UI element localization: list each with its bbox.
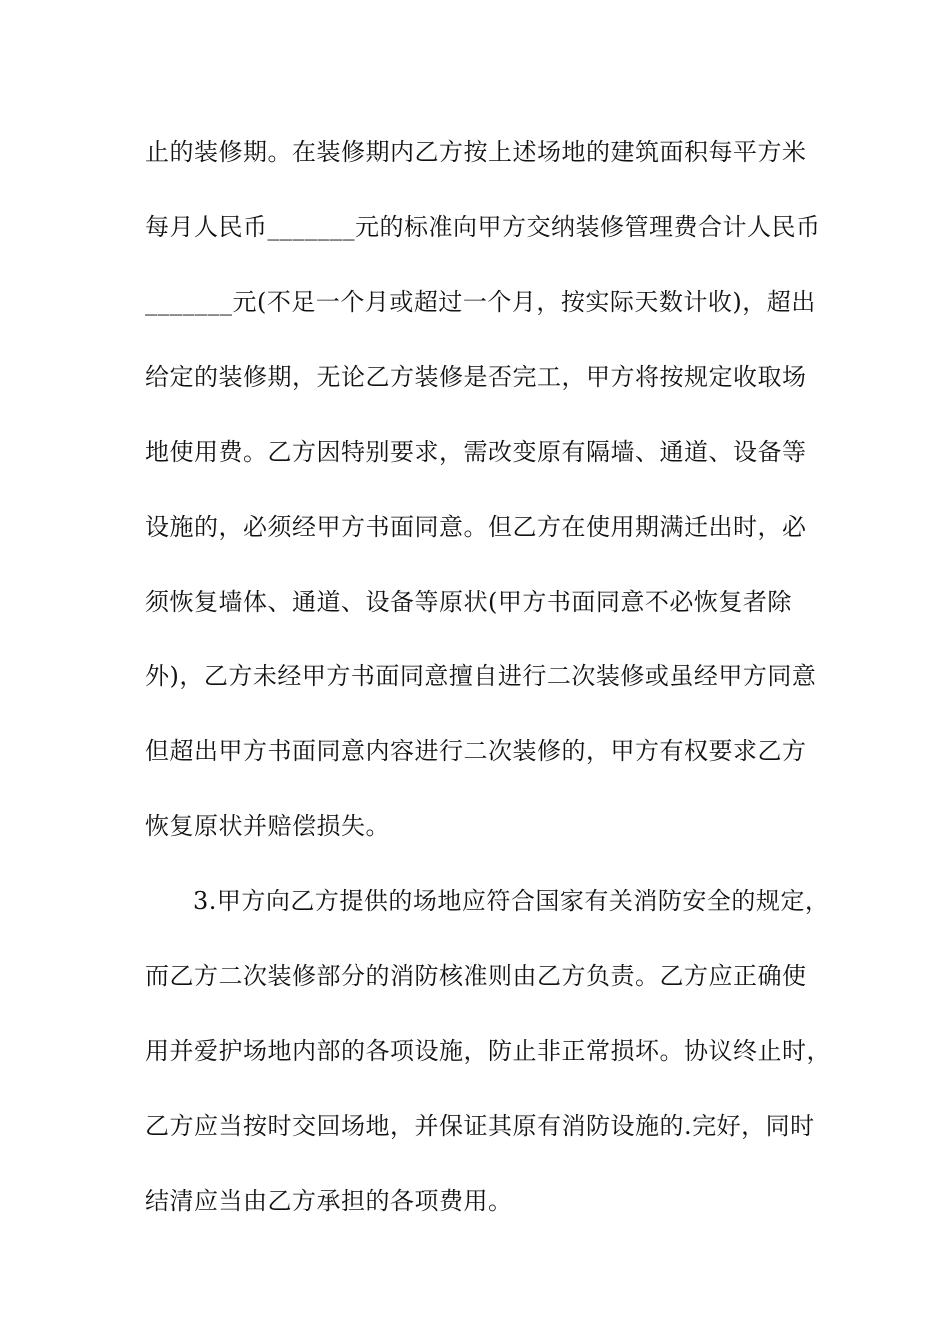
text-line: 恢复原状并赔偿损失。	[145, 812, 390, 840]
text-line: _______元(不足一个月或超过一个月，按实际天数计收)，超出	[145, 288, 816, 316]
paragraph-start-line: 3.甲方向乙方提供的场地应符合国家有关消防安全的规定，	[193, 887, 830, 915]
text-line: 止的装修期。在装修期内乙方按上述场地的建筑面积每平方米	[145, 138, 807, 166]
text-line: 用并爱护场地内部的各项设施，防止非正常损坏。协议终止时，	[145, 1037, 831, 1065]
text-line: 给定的装修期，无论乙方装修是否完工，甲方将按规定收取场	[145, 363, 807, 391]
text-line: 外)，乙方未经甲方书面同意擅自进行二次装修或虽经甲方同意	[145, 662, 817, 690]
text-line: 地使用费。乙方因特别要求，需改变原有隔墙、通道、设备等	[145, 438, 807, 466]
text-line: 每月人民币_______元的标准向甲方交纳装修管理费合计人民币	[145, 213, 821, 241]
text-line: 须恢复墙体、通道、设备等原状(甲方书面同意不必恢复者除	[145, 588, 792, 616]
text-line: 结清应当由乙方承担的各项费用。	[145, 1187, 513, 1215]
text-line: 乙方应当按时交回场地，并保证其原有消防设施的.完好，同时	[145, 1112, 815, 1140]
text-line: 但超出甲方书面同意内容进行二次装修的，甲方有权要求乙方	[145, 737, 807, 765]
text-line: 设施的，必须经甲方书面同意。但乙方在使用期满迁出时，必	[145, 513, 807, 541]
text-line: 而乙方二次装修部分的消防核准则由乙方负责。乙方应正确使	[145, 962, 807, 990]
